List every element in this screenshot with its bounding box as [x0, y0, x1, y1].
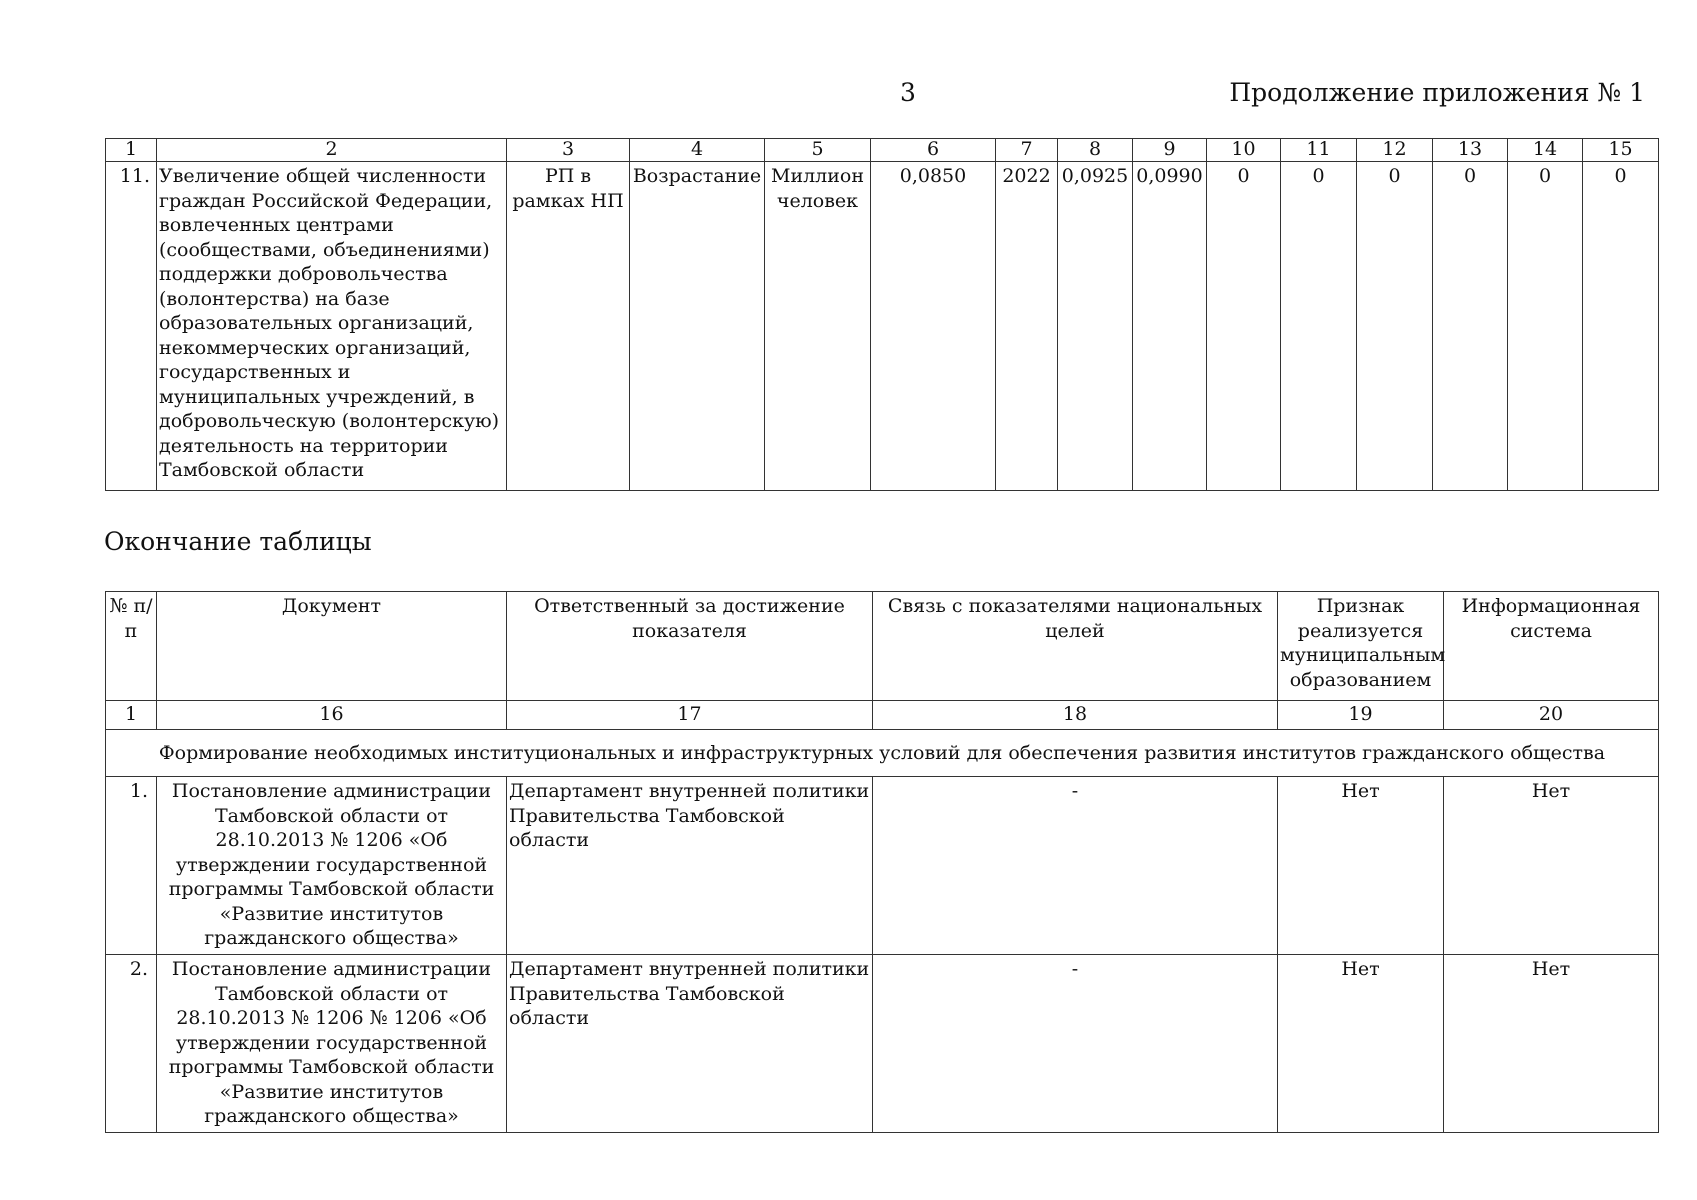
- link-cell: -: [873, 955, 1278, 1133]
- header-document: Документ: [157, 592, 507, 701]
- table-row: [106, 955, 1659, 1133]
- value-col-12: 0: [1357, 162, 1433, 491]
- column-number: 18: [873, 701, 1278, 730]
- indicator-level: РП в рамках НП: [507, 162, 630, 491]
- column-number: 2: [157, 139, 507, 162]
- column-number: 10: [1207, 139, 1281, 162]
- value-col-13: 0: [1433, 162, 1508, 491]
- column-number-row: [106, 701, 1659, 730]
- column-number: 3: [507, 139, 630, 162]
- responsible-cell: Департамент внутренней политики Правительства Тамбовской области: [507, 777, 873, 955]
- value-col-15: 0: [1583, 162, 1659, 491]
- column-number: 15: [1583, 139, 1659, 162]
- value-col-9: 0,0990: [1133, 162, 1207, 491]
- column-number: 14: [1508, 139, 1583, 162]
- responsible-cell: Департамент внутренней политики Правительства Тамбовской области: [507, 955, 873, 1133]
- base-value: 0,0850: [871, 162, 996, 491]
- info-system-cell: Нет: [1444, 777, 1659, 955]
- municipal-cell: Нет: [1278, 777, 1444, 955]
- header-row: [106, 592, 1659, 701]
- appendix-title: Продолжение приложения № 1: [1229, 78, 1645, 107]
- column-number: 5: [765, 139, 871, 162]
- section-row: [106, 730, 1659, 777]
- column-number: 20: [1444, 701, 1659, 730]
- indicator-table-continued: [105, 138, 1659, 491]
- column-number: 1: [106, 139, 157, 162]
- column-number: 1: [106, 701, 157, 730]
- document-cell: Постановление администрации Тамбовской области от 28.10.2013 № 1206 «Об утверждении государственной программы Тамбовской области «Развитие институтов гражданского общества»: [157, 777, 507, 955]
- municipal-cell: Нет: [1278, 955, 1444, 1133]
- indicator-name: Увеличение общей численности граждан Российской Федерации, вовлеченных центрами (сообществами, объединениями) поддержки добровольчества (волонтерства) на базе образовательных организаций, некоммерческих организаций, государственных и муниципальных учреждений, в добровольческую (волонтерскую) деятельность на территории Тамбовской области: [157, 162, 507, 491]
- column-number: 9: [1133, 139, 1207, 162]
- row-number: 2.: [106, 955, 157, 1133]
- indicator-table-end: [105, 591, 1659, 1133]
- value-col-11: 0: [1281, 162, 1357, 491]
- header-info-system: Информационная система: [1444, 592, 1659, 701]
- column-number: 16: [157, 701, 507, 730]
- column-number: 8: [1058, 139, 1133, 162]
- table-row: [106, 777, 1659, 955]
- header-link: Связь с показателями национальных целей: [873, 592, 1278, 701]
- row-number: 11.: [106, 162, 157, 491]
- indicator-unit: Миллион человек: [765, 162, 871, 491]
- column-number: 17: [507, 701, 873, 730]
- column-number: 11: [1281, 139, 1357, 162]
- value-col-14: 0: [1508, 162, 1583, 491]
- section-title: Окончание таблицы: [104, 527, 372, 556]
- row-number: 1.: [106, 777, 157, 955]
- link-cell: -: [873, 777, 1278, 955]
- table-row: [106, 162, 1659, 491]
- header-responsible: Ответственный за достижение показателя: [507, 592, 873, 701]
- column-number: 13: [1433, 139, 1508, 162]
- value-col-10: 0: [1207, 162, 1281, 491]
- column-number-row: [106, 139, 1659, 162]
- document-cell: Постановление администрации Тамбовской области от 28.10.2013 № 1206 № 1206 «Об утверждении государственной программы Тамбовской области «Развитие институтов гражданского общества»: [157, 955, 507, 1133]
- indicator-direction: Возрастание: [630, 162, 765, 491]
- column-number: 19: [1278, 701, 1444, 730]
- info-system-cell: Нет: [1444, 955, 1659, 1133]
- column-number: 7: [996, 139, 1058, 162]
- column-number: 6: [871, 139, 996, 162]
- page-number: 3: [900, 78, 916, 107]
- section-row-title: Формирование необходимых институциональных и инфраструктурных условий для обеспечения развития институтов гражданского общества: [106, 730, 1659, 777]
- base-year: 2022: [996, 162, 1058, 491]
- column-number: 4: [630, 139, 765, 162]
- header-municipal: Признак реализуется муниципальным образованием: [1278, 592, 1444, 701]
- column-number: 12: [1357, 139, 1433, 162]
- value-col-8: 0,0925: [1058, 162, 1133, 491]
- header-num: № п/п: [106, 592, 157, 701]
